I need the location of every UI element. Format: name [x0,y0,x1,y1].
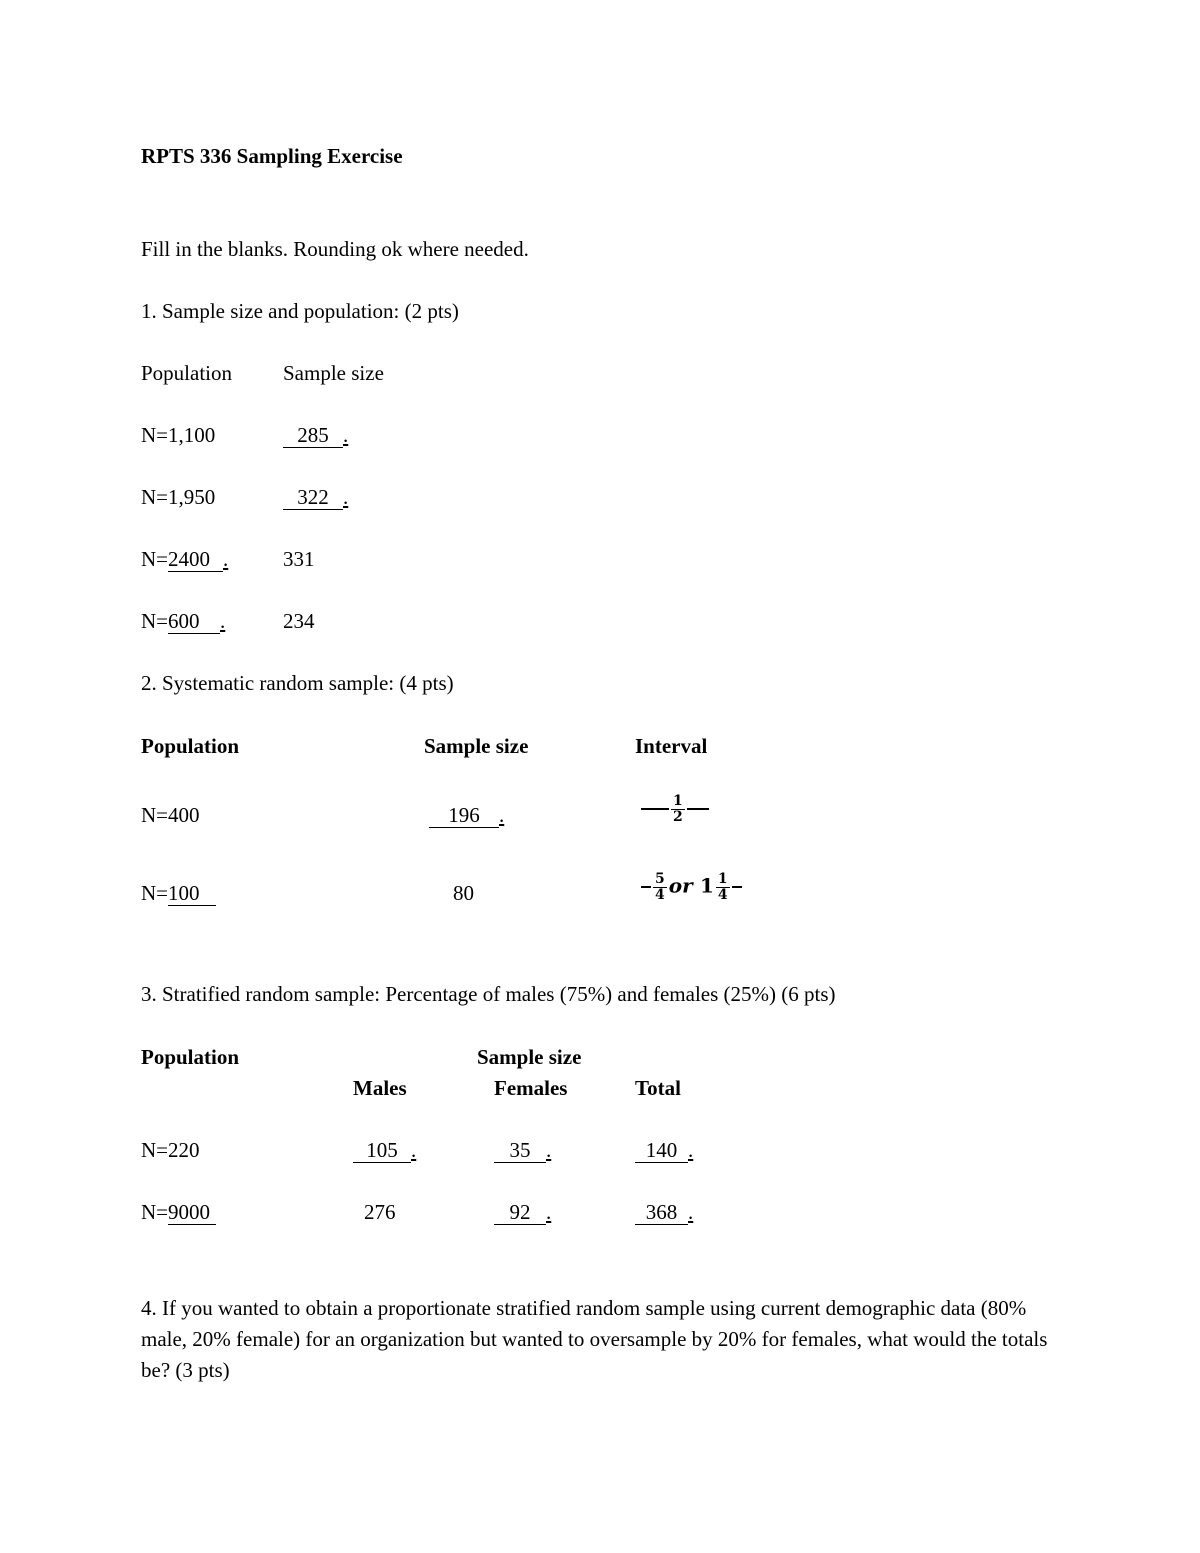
q3-heading: 3. Stratified random sample: Percentage of males (75%) and females (25%) (6 pts) [141,982,836,1006]
q3-row-2-population: N=9000 [141,1200,216,1225]
q2-row-1-interval-blank[interactable] [641,794,709,824]
q1-col-sample: Sample size [283,361,384,385]
q3-row-2-population-blank[interactable]: 9000 [168,1200,216,1225]
q3-row-1-population: N=220 [141,1138,200,1162]
q3-col-total: Total [635,1076,681,1100]
q3-col-females: Females [494,1076,568,1100]
q3-row-2-total-blank[interactable]: 368 . [635,1200,693,1225]
q2-row-2-interval-fraction: $\frac{5}{4}$ [655,871,665,903]
q2-row-1-population: N=400 [141,803,200,827]
q3-row-2-males: 276 [364,1200,396,1224]
q2-col-interval: Interval [635,734,708,758]
instructions: Fill in the blanks. Rounding ok where needed. [141,237,529,261]
q3-row-1-total-blank[interactable]: 140 . [635,1138,693,1163]
q2-row-2-sample: 80 [453,881,474,905]
q3-row-1-females-blank[interactable]: 35 . [494,1138,551,1163]
q3-row-2-females-blank[interactable]: 92 . [494,1200,551,1225]
q1-row-1-population: N=1,100 [141,423,216,447]
q2-col-sample: Sample size [424,734,529,758]
q4-text: 4. If you wanted to obtain a proportionate stratified random sample using current demographic data (80% male, 20% female) for an organization but wanted to oversample by 20% for females, what would the totals be? (3 pts) [141,1296,1048,1382]
q1-row-1-sample-blank[interactable]: 285 . [283,423,348,448]
q1-heading: 1. Sample size and population: (2 pts) [141,299,459,323]
q1-row-3-population-blank[interactable]: 2400 [168,547,223,572]
q2-row-2-population: N=100 [141,881,216,906]
q3-col-sample-group: Sample size [477,1045,582,1069]
q3-col-population: Population [141,1045,240,1069]
q1-row-2-population: N=1,950 [141,485,216,509]
q2-row-1-interval-fraction: $\frac{1}{2}$ [673,793,683,825]
q2-row-2-population-blank[interactable]: 100 [168,881,216,906]
q3-col-males: Males [353,1076,407,1100]
q1-row-3-sample: 331 [283,547,315,571]
q1-row-4-sample: 234 [283,609,315,633]
q2-row-2-interval-blank[interactable]: $\frac{5}{4}$ or 1 $\frac{1}{4}$ [641,872,742,902]
q1-row-2-sample-blank[interactable]: 322 . [283,485,348,510]
q1-row-4-population-blank[interactable]: 600 [168,609,220,634]
q2-heading: 2. Systematic random sample: (4 pts) [141,671,454,695]
q2-row-2-interval-mixed-fraction: $\frac{1}{4}$ [717,871,728,903]
q1-row-4-population: N=600 . [141,609,226,633]
q1-row-3-population: N=2400 . [141,547,229,571]
document-title: RPTS 336 Sampling Exercise [141,144,403,168]
q1-col-population: Population [141,361,233,385]
q3-row-1-males-blank[interactable]: 105 . [353,1138,416,1163]
q2-row-1-sample-blank[interactable]: 196 . [429,803,504,828]
q2-col-population: Population [141,734,240,758]
